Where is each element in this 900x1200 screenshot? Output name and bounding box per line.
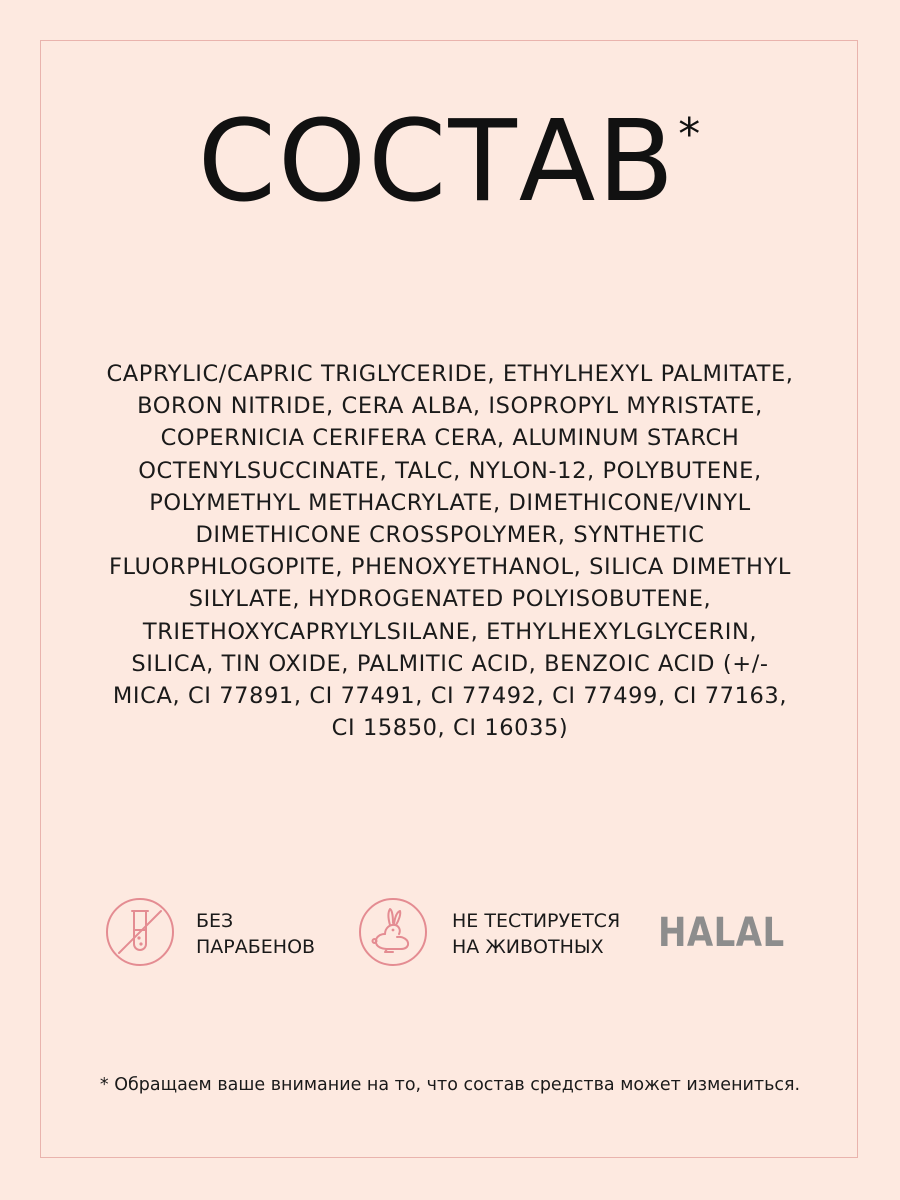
disclaimer-footnote: * Обращаем ваше внимание на то, что состав средства может измениться. [99,1075,801,1095]
paraben-free-line1: БЕЗ [196,910,234,932]
cruelty-free-line1: НЕ ТЕСТИРУЕТСЯ [452,910,621,932]
page-title [0,98,900,227]
badges-row [0,895,900,970]
rabbit-icon-svg [357,896,429,968]
title-asterisk: * [678,109,703,160]
title-text: СОСТАВ [197,97,677,227]
cruelty-free-label [452,908,620,960]
paraben-free-line2: ПАРАБЕНОВ [196,936,316,958]
rabbit-icon [357,896,429,968]
cruelty-free-line2: НА ЖИВОТНЫХ [452,936,604,958]
no-test-tube-icon [104,896,176,968]
no-test-tube-icon-svg [104,896,176,968]
halal-mark: HALAL [658,910,785,956]
ingredients-list: CAPRYLIC/CAPRIC TRIGLYCERIDE, ETHYLHEXYL PALMITATE, BORON NITRIDE, CERA ALBA, ISOPROPYL MYRISTATE, COPERNICIA CERIFERA CERA, ALUMINUM STARCH OCTENYLSUCCINATE, TALC, NYLON-12, POLYBUTENE, POLYMETHYL METHACRYLATE, DIMETHICONE/VINYL DIMETHICONE CROSSPOLYMER, SYNTHETIC FLUORPHLOGOPITE, PHENOXYETHANOL, SILICA DIMETHYL SILYLATE, HYDROGENATED POLYISOBUTENE, TRIETHOXYCAPRYLYLSILANE, ETHYLHEXYLGLYCERIN, SILICA, TIN OXIDE, PALMITIC ACID, BENZOIC ACID (+/-MICA, CI 77891, CI 77491, CI 77492, CI 77499, CI 77163, CI 15850, CI 16035) [106,361,794,742]
paraben-free-label [196,908,315,960]
